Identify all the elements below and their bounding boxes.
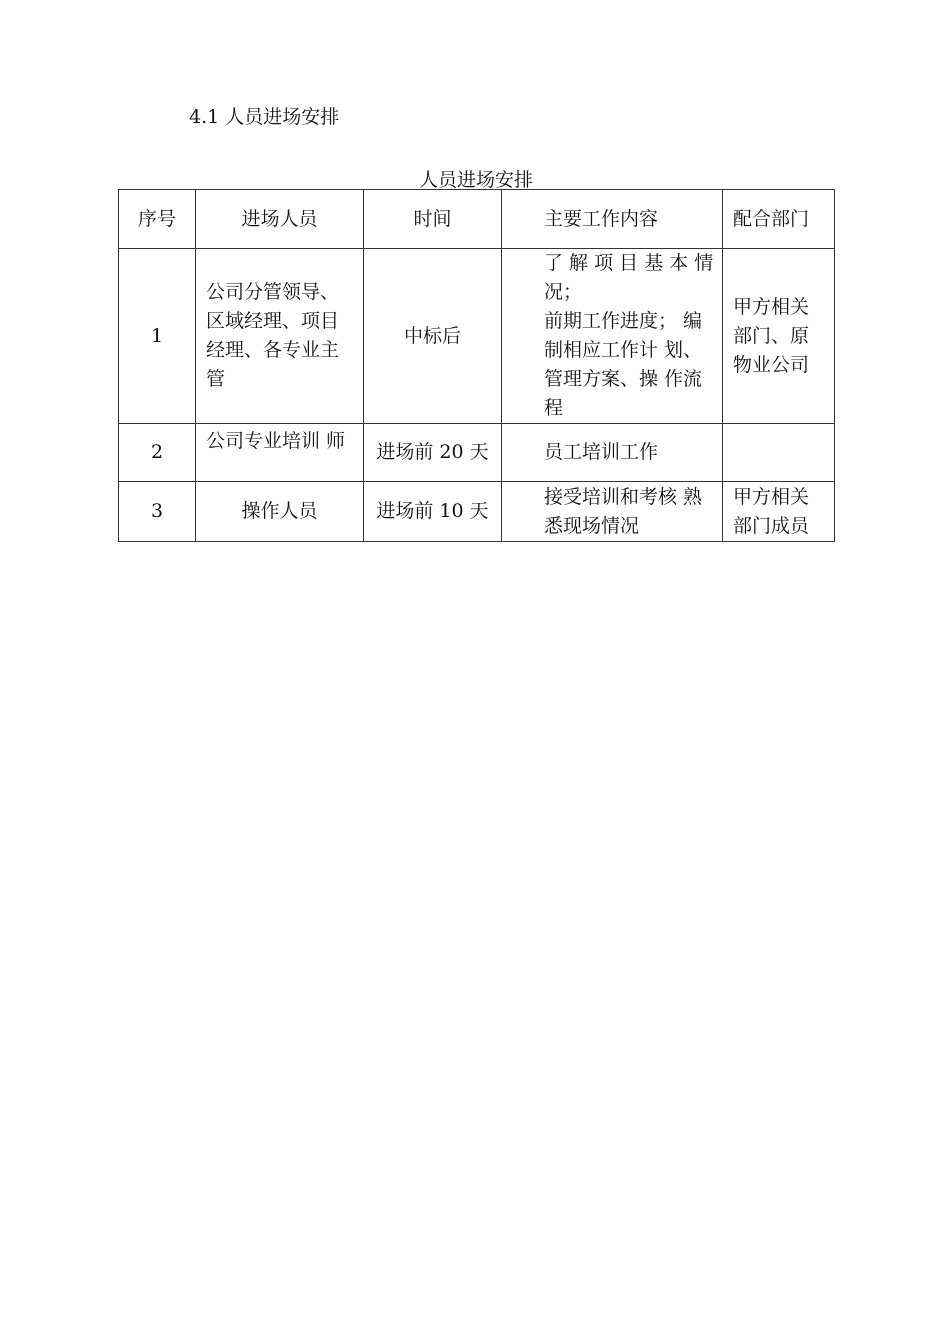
table-row bbox=[119, 482, 835, 542]
work-line: 员工培训工作 bbox=[544, 441, 659, 463]
work-line: 制相应工作计 划、 bbox=[544, 339, 703, 361]
table-caption: 人员进场安排 bbox=[418, 169, 533, 191]
dept-cell bbox=[723, 249, 835, 424]
time-cell: 进场前 20 天 bbox=[364, 424, 502, 482]
work-cell bbox=[502, 249, 723, 424]
personnel-line: 操作人员 bbox=[241, 500, 318, 522]
work-cell bbox=[502, 482, 723, 542]
work-line: 程 bbox=[544, 397, 564, 419]
column-header-dept: 配合部门 bbox=[723, 190, 835, 249]
dept-line: 部门、原 bbox=[733, 324, 810, 347]
personnel-line: 公司分管领导、 bbox=[206, 281, 340, 303]
column-header-no: 序号 bbox=[119, 190, 196, 249]
work-line: 了 解 项 目 基 本 情 bbox=[544, 252, 714, 274]
table-header-row bbox=[119, 190, 835, 249]
personnel-cell bbox=[196, 482, 364, 542]
dept-line: 物业公司 bbox=[733, 353, 810, 376]
column-header-time: 时间 bbox=[364, 190, 502, 249]
section-heading: 4.1 人员进场安排 bbox=[189, 106, 340, 128]
personnel-line: 区域经理、项目 bbox=[206, 310, 340, 332]
personnel-line: 管 bbox=[206, 368, 226, 390]
table-row bbox=[119, 249, 835, 424]
dept-line: 甲方相关 bbox=[733, 485, 810, 508]
row-number: 2 bbox=[119, 424, 196, 482]
work-line: 管理方案、操 作流 bbox=[544, 368, 703, 390]
dept-cell bbox=[723, 424, 835, 482]
row-number: 3 bbox=[119, 482, 196, 542]
dept-line: 甲方相关 bbox=[733, 295, 810, 318]
time-cell: 中标后 bbox=[364, 249, 502, 424]
time-cell: 进场前 10 天 bbox=[364, 482, 502, 542]
work-line: 悉现场情况 bbox=[544, 514, 640, 537]
work-line: 前期工作进度； 编 bbox=[544, 310, 703, 332]
personnel-schedule-table bbox=[118, 189, 835, 542]
column-header-work: 主要工作内容 bbox=[502, 190, 723, 249]
dept-line: 部门成员 bbox=[733, 514, 810, 537]
table-row bbox=[119, 424, 835, 482]
personnel-line: 公司专业培训 师 bbox=[206, 430, 346, 452]
dept-cell bbox=[723, 482, 835, 542]
row-number: 1 bbox=[119, 249, 196, 424]
personnel-line: 经理、各专业主 bbox=[206, 339, 340, 361]
work-cell bbox=[502, 424, 723, 482]
column-header-personnel: 进场人员 bbox=[196, 190, 364, 249]
personnel-cell bbox=[196, 249, 364, 424]
work-line: 况； bbox=[544, 281, 583, 303]
personnel-cell bbox=[196, 424, 364, 482]
work-line: 接受培训和考核 熟 bbox=[544, 485, 703, 508]
